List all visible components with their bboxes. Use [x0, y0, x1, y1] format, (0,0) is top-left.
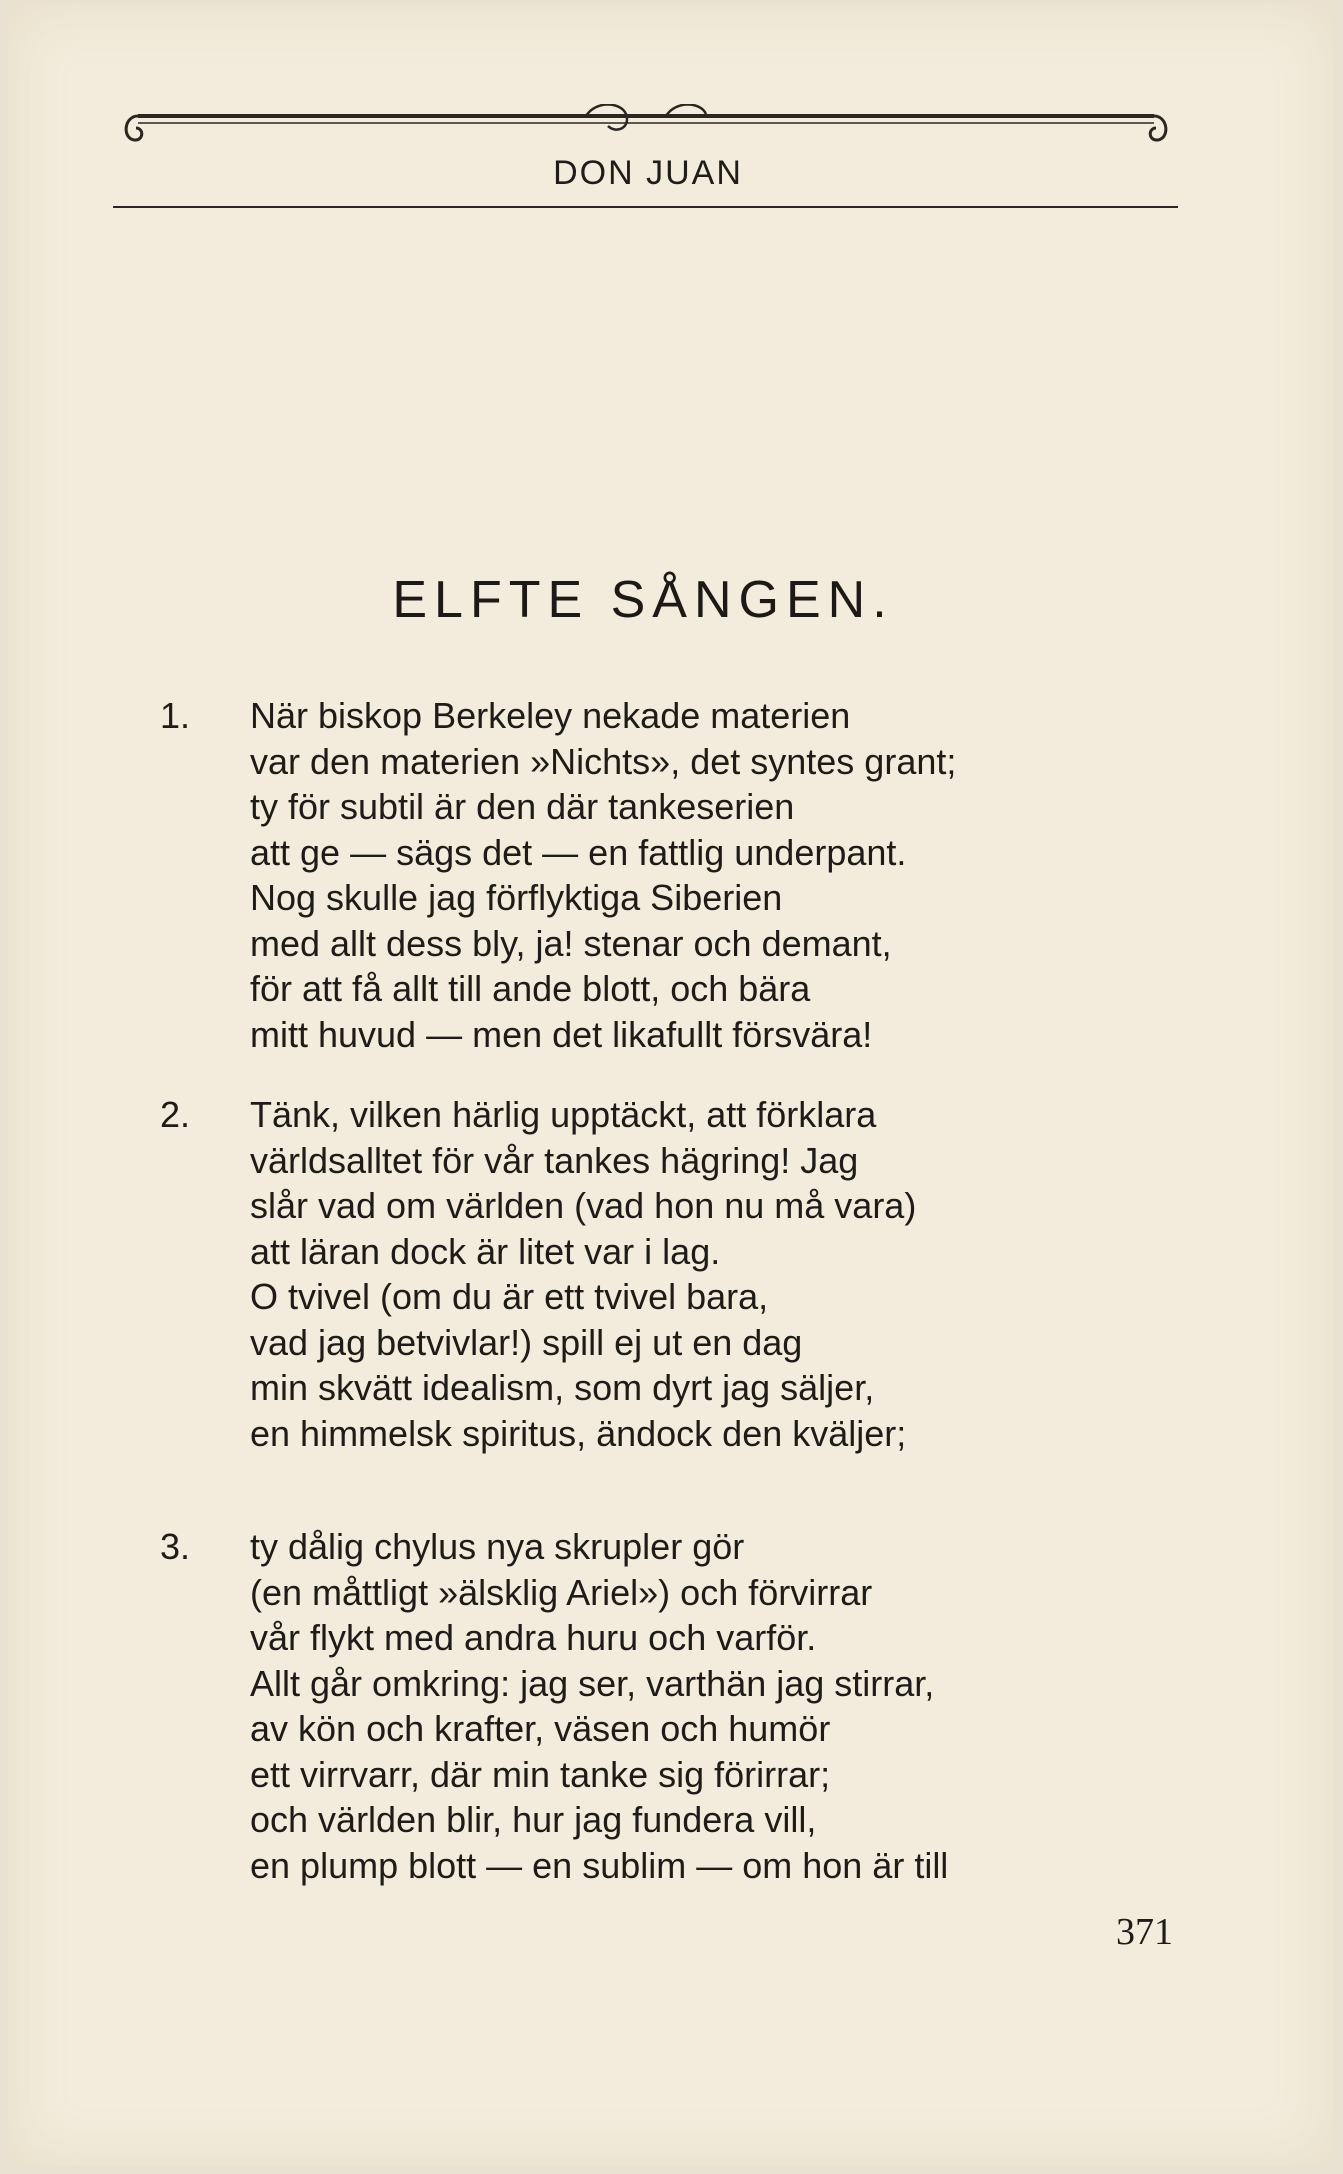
- verse-line: vad jag betvivlar!) spill ej ut en dag: [250, 1321, 803, 1363]
- stanza-3: [160, 1524, 949, 1888]
- verse-line: för att få allt till ande blott, och bära: [250, 968, 811, 1009]
- verse-line: min skvätt idealism, som dyrt jag säljer,: [250, 1367, 875, 1408]
- verse-line: en himmelsk spiritus, ändock den kväljer;: [250, 1412, 907, 1454]
- verse-line: ty för subtil är den där tankeserien: [250, 786, 795, 827]
- verse-line: och världen blir, hur jag fundera vill,: [250, 1799, 817, 1840]
- stanza-number: 2.: [160, 1094, 191, 1135]
- book-page: [8, 4, 1333, 2166]
- running-header: DON JUAN: [553, 154, 743, 192]
- stanza-2: [160, 1092, 917, 1456]
- verse-line: ty dålig chylus nya skrupler gör: [250, 1526, 745, 1567]
- header-rule: [113, 206, 1178, 208]
- chapter-heading: ELFTE SÅNGEN.: [392, 571, 894, 629]
- verse-line: slår vad om världen (vad hon nu må vara): [250, 1185, 917, 1226]
- verse-line: Allt går omkring: jag ser, varthän jag stirrar,: [250, 1662, 935, 1704]
- verse-line: ett virrvarr, där min tanke sig förirrar;: [250, 1753, 831, 1795]
- verse-line: När biskop Berkeley nekade materien: [250, 695, 851, 736]
- ornament-left-scroll: [126, 116, 142, 140]
- verse-line: (en måttligt »älsklig Ariel») och förvirrar: [250, 1571, 873, 1613]
- stanza-1: [160, 693, 957, 1057]
- stanza-number: 1.: [160, 695, 191, 736]
- verse-line: var den materien »Nichts», det syntes grant;: [250, 740, 957, 782]
- verse-line: Tänk, vilken härlig upptäckt, att förklara: [250, 1094, 877, 1135]
- page-number: 371: [1116, 1911, 1173, 1953]
- verse-line: att läran dock är litet var i lag.: [250, 1230, 721, 1272]
- verse-line: Nog skulle jag förflyktiga Siberien: [250, 877, 783, 918]
- ornament-right-scroll: [1150, 116, 1166, 140]
- verse-line: vår flykt med andra huru och varför.: [250, 1617, 817, 1658]
- verse-line: med allt dess bly, ja! stenar och demant,: [250, 922, 892, 964]
- stanza-number: 3.: [160, 1526, 191, 1567]
- verse-line: att ge — sägs det — en fattlig underpant.: [250, 831, 907, 873]
- verse-line: en plump blott — en sublim — om hon är till: [250, 1844, 949, 1886]
- verse-line: av kön och krafter, väsen och humör: [250, 1708, 831, 1749]
- verse-line: världsalltet för vår tankes hägring! Jag: [250, 1139, 859, 1181]
- verse-line: O tvivel (om du är ett tvivel bara,: [250, 1276, 769, 1317]
- verse-line: mitt huvud — men det likafullt försvära!: [250, 1013, 873, 1055]
